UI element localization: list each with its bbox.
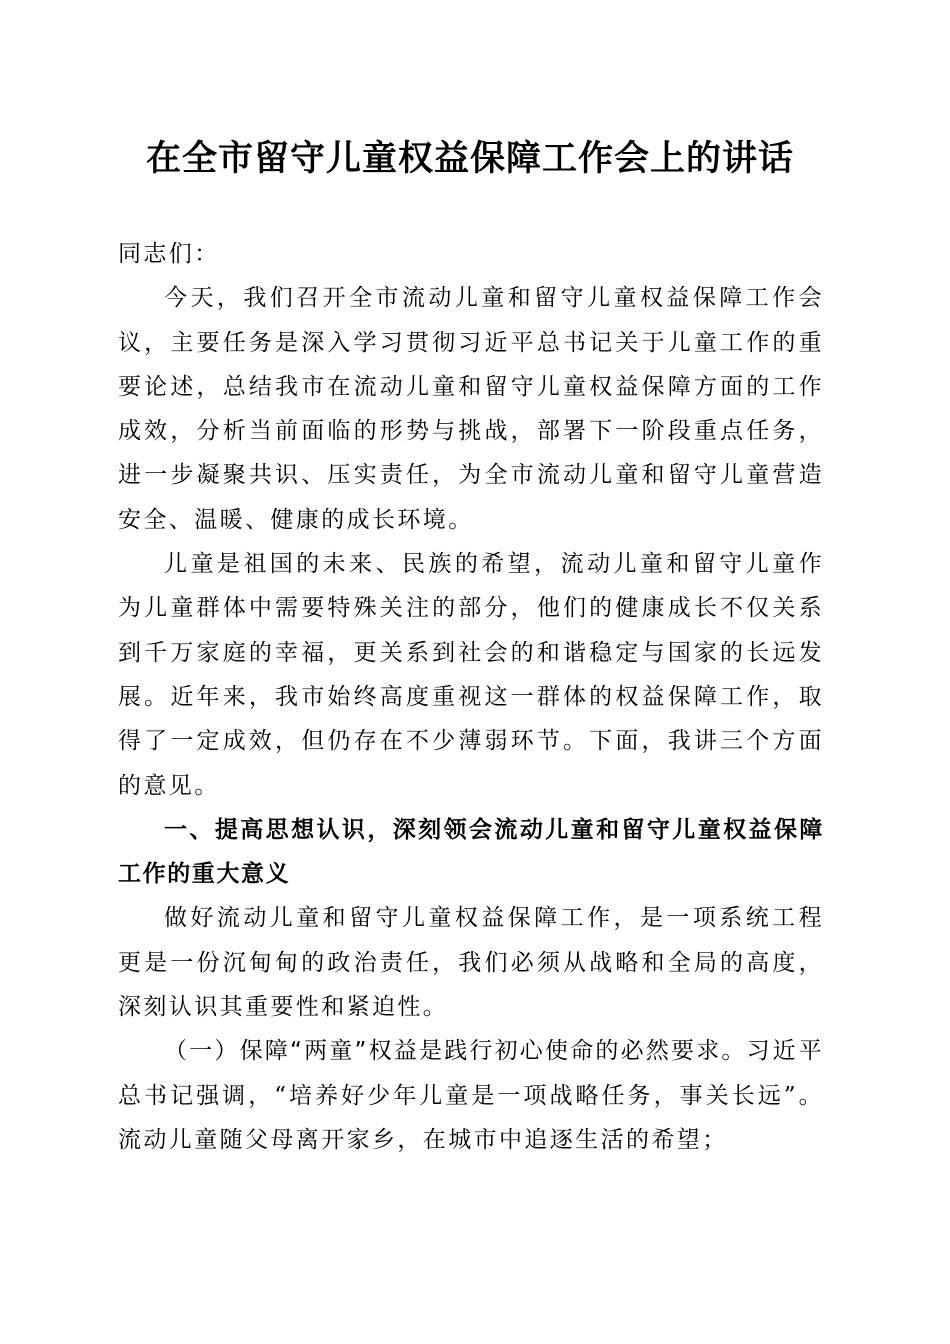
salutation: 同志们： <box>118 241 220 267</box>
subsection-1-paragraph <box>118 1029 824 1162</box>
document-title: 在全市留守儿童权益保障工作会上的讲话 <box>145 138 794 179</box>
section-1-paragraph: 做好流动儿童和留守儿童权益保障工作，是一项系统工程更是一份沉甸甸的政治责任，我们必须从战略和全局的高度，深刻认识其重要性和紧迫性。 <box>118 905 824 1021</box>
section-heading-1: 一、提高思想认识，深刻领会流动儿童和留守儿童权益保障工作的重大意义 <box>118 816 824 888</box>
document-body <box>118 232 824 1162</box>
subsection-1-lead: （一）保障“两童”权益是践行初心使命的必然要求。 <box>164 1038 747 1065</box>
paragraph-background: 儿童是祖国的未来、民族的希望，流动儿童和留守儿童作为儿童群体中需要特殊关注的部分，他们的健康成长不仅关系到千万家庭的幸福，更关系到社会的和谐稳定与国家的长远发展。近年来，我市始终高度重视这一群体的权益保障工作，取得了一定成效，但仍存在不少薄弱环节。下面，我讲三个方面的意见。 <box>118 551 824 799</box>
subsection-1-text: 习近平总书记强调，“培养好少年儿童是一项战略任务，事关长远”。流动儿童随父母离开家乡，在城市中追逐生活的希望； <box>118 1038 825 1153</box>
paragraph-intro: 今天，我们召开全市流动儿童和留守儿童权益保障工作会议，主要任务是深入学习贯彻习近平总书记关于儿童工作的重要论述，总结我市在流动儿童和留守儿童权益保障方面的工作成效，分析当前面临的形势与挑战，部署下一阶段重点任务，进一步凝聚共识、压实责任，为全市流动儿童和留守儿童营造安全、温暖、健康的成长环境。 <box>118 285 824 533</box>
